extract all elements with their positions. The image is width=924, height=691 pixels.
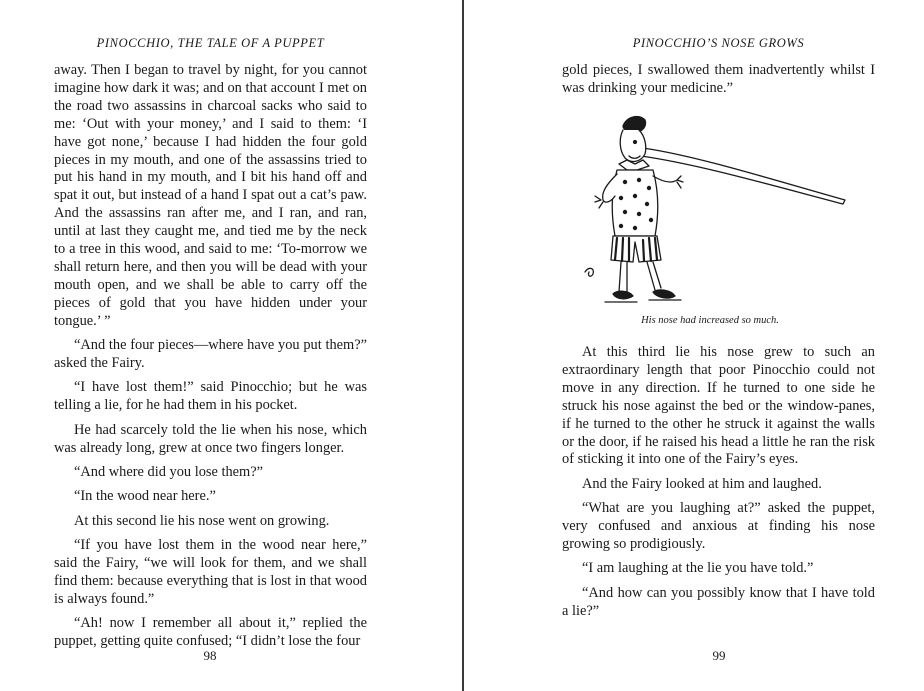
left-page-number: 98 xyxy=(203,648,217,663)
left-running-head: PINOCCHIO, THE TALE OF A PUPPET xyxy=(96,36,325,50)
left-paragraph-7: At this second lie his nose went on growing. xyxy=(74,512,330,529)
left-paragraph-8: “If you have lost them in the wood near here,” said the Fairy, “we will look for them, and we shall find them: because everything that is lost in that wood is always found.” xyxy=(54,537,367,607)
right-page-number: 99 xyxy=(712,648,726,663)
right-paragraph-3: “What are you laughing at?” asked the puppet, very confused and anxious at finding his nose growing so prodigiously. xyxy=(562,500,875,553)
right-paragraph-2: And the Fairy looked at him and laughed. xyxy=(582,475,822,492)
left-body-text xyxy=(54,62,367,658)
right-opening-paragraph: gold pieces, I swallowed them inadvertently whilst I was drinking your medicine.” xyxy=(562,62,875,96)
left-paragraph-4: He had scarcely told the lie when his nose, which was already long, grew at once two fingers longer. xyxy=(54,421,367,456)
left-paragraph-5: “And where did you lose them?” xyxy=(74,464,264,481)
right-page xyxy=(465,0,924,691)
left-paragraph-2: “And the four pieces—where have you put them?” asked the Fairy. xyxy=(54,337,367,371)
pinocchio-illustration xyxy=(577,112,849,312)
right-running-head: PINOCCHIO’S NOSE GROWS xyxy=(632,36,805,50)
right-paragraph-5: “And how can you possibly know that I have told a lie?” xyxy=(562,584,875,619)
left-paragraph-6: “In the wood near here.” xyxy=(74,488,216,505)
left-paragraph-1: away. Then I began to travel by night, for you cannot imagine how dark it was; and on that account I met on the road two assassins in charcoal sacks who said to me: ‘Out with your money,’ and I said to them: ‘I have got none,’ because I had hidden the four gold pieces in my mouth, and one of the assassins tried to put his hand in my mouth, and I bit his hand off and spat it out, but instead of a hand I spat out a cat’s paw. And the assassins ran after me, and I ran, and ran, until at last they caught me, and tied me by the neck to a tree in this wood, and said to me: ‘To-morrow we shall return here, and then you will be dead with your mouth open, and we shall be able to carry off the pieces of gold that you have hidden under your tongue.’ ” xyxy=(54,62,367,329)
illustration-caption: His nose had increased so much. xyxy=(641,315,779,326)
right-paragraph-4: “I am laughing at the lie you have told.” xyxy=(582,560,814,577)
right-body-text xyxy=(562,344,875,627)
left-paragraph-3: “I have lost them!” said Pinocchio; but he was telling a lie, for he had them in his pocket. xyxy=(54,379,367,414)
left-paragraph-9: “Ah! now I remember all about it,” replied the puppet, getting quite confused; “I didn’t lose the four xyxy=(54,615,367,650)
right-opening-text xyxy=(562,62,875,104)
right-paragraph-1: At this third lie his nose grew to such an extraordinary length that poor Pinocchio could not move in any direction. If he turned to one side he struck his nose against the bed or the window-panes, if he turned to the other he struck it against the walls or the door, if he raised his head a little he ran the risk of sticking it into one of the Fairy’s eyes. xyxy=(562,344,875,468)
